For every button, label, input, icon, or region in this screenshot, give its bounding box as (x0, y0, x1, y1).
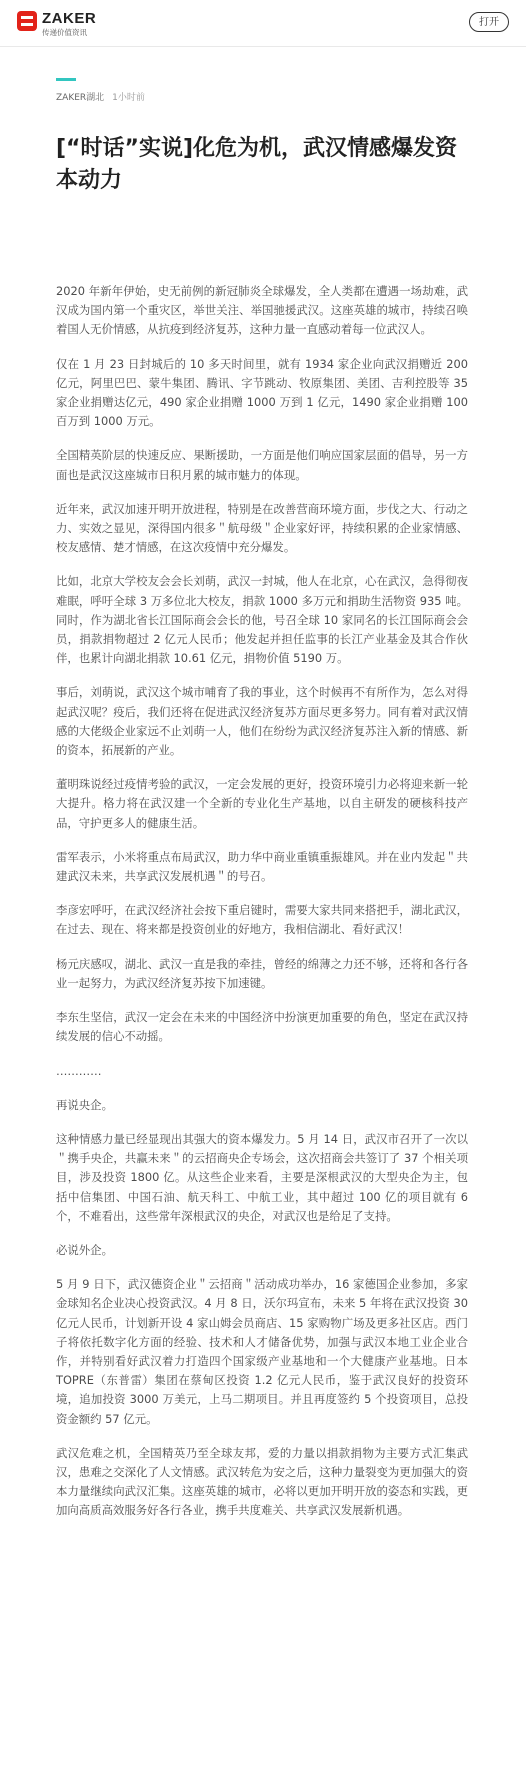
article-paragraph: 杨元庆感叹，湖北、武汉一直是我的牵挂，曾经的绵薄之力还不够，还将和各行各业一起努力，为武汉经济复苏按下加速键。 (56, 956, 468, 990)
article-paragraph: 比如，北京大学校友会会长刘萌，武汉一封城，他人在北京，心在武汉，急得彻夜难眠，呼吁全球 3 万多位北大校友，捐款 1000 多万元和捐助生活物资 935 吨。同时，作为湖北省长江国际商会会长的他，号召全球 10 家同名的长江国际商会会员，捐款捐物超过 2 亿元人民币；他发起并担任监事的长江产业基金及其合作伙伴，也累计向湖北捐款 10.61 亿元，捐物价值 5190 万。 (56, 574, 468, 666)
article-paragraph: 2020 年新年伊始，史无前例的新冠肺炎全球爆发，全人类都在遭遇一场劫难，武汉成为国内第一个重灾区，举世关注、举国驰援武汉。这座英雄的城市，持续召唤着国人无价情感，从抗疫到经济复苏，这种力量一直感动着每一位武汉人。 (56, 284, 468, 337)
article-body (56, 282, 468, 1536)
logo-tagline: 传递价值资讯 (42, 28, 87, 37)
article-paragraph: 这种情感力量已经显现出其强大的资本爆发力。5 月 14 日，武汉市召开了一次以＂携手央企，共赢未来＂的云招商央企专场会，这次招商会共签订了 37 个相关项目，涉及投资 1800 亿。从这些企业来看，主要是深根武汉的大型央企为主，包括中信集团、中国石油、航天科工、中航工业，其中超过 100 亿的项目就有 6 个，不难看出，这些常年深根武汉的央企，对武汉也是给足了支持。 (56, 1131, 468, 1223)
article-paragraph: 李彦宏呼吁，在武汉经济社会按下重启键时，需要大家共同来搭把手，湖北武汉，在过去、现在、将来都是投资创业的好地方，我相信湖北、看好武汉！ (56, 903, 468, 937)
article-paragraph: 近年来，武汉加速开明开放进程，特别是在改善营商环境方面，步伐之大、行动之力、实效之显见，深得国内很多＂航母级＂企业家好评，持续积累的企业家情感、校友感情、楚才情感，在这次疫情中充分爆发。 (56, 501, 468, 555)
article-paragraph: 武汉危难之机，全国精英乃至全球友邦，爱的力量以捐款捐物为主要方式汇集武汉，患难之交深化了人文情感。武汉转危为安之后，这种力量裂变为更加强大的资本力量继续向武汉汇集。这座英雄的城市，必将以更加开明开放的姿态和实践，更加向高质高效服务好各行各业，携手共度难关、共享武汉发展新机遇。 (56, 1445, 468, 1518)
top-bar (0, 0, 526, 47)
article-paragraph: 全国精英阶层的快速反应、果断援助，一方面是他们响应国家层面的倡导，另一方面也是武汉这座城市日积月累的城市魅力的体现。 (56, 448, 468, 482)
article-paragraph: 李东生坚信，武汉一定会在未来的中国经济中扮演更加重要的角色，坚定在武汉持续发展的信心不动摇。 (56, 1010, 468, 1044)
article-paragraph: 事后，刘萌说，武汉这个城市哺育了我的事业，这个时候再不有所作为，怎么对得起武汉呢？疫后，我们还将在促进武汉经济复苏方面尽更多努力。同有着对武汉情感的大佬级企业家远不止刘萌一人，他们在纷纷为武汉经济复苏注入新的情感、新的资本，拓展新的产业。 (56, 685, 468, 758)
article-meta (56, 90, 145, 103)
zaker-logo-icon (17, 11, 37, 31)
article-ellipsis: ………… (56, 1063, 102, 1078)
article-title: [“时话”实说]化危为机，武汉情感爆发资本动力 (56, 136, 458, 193)
article-paragraph: 必说外企。 (56, 1242, 113, 1257)
accent-line (56, 78, 76, 81)
open-app-button[interactable]: 打开 (469, 12, 509, 32)
article-paragraph: 雷军表示，小米将重点布局武汉，助力华中商业重镇重振雄风。并在业内发起＂共建武汉未来，共享武汉发展机遇＂的号召。 (56, 849, 468, 884)
article-paragraph: 再说央企。 (56, 1097, 113, 1112)
article-paragraph: 董明珠说经过疫情考验的武汉，一定会发展的更好，投资环境引力必将迎来新一轮大提升。格力将在武汉建一个全新的专业化生产基地，以自主研发的硬核科技产品，守护更多人的健康生活。 (56, 777, 468, 830)
article-source[interactable]: ZAKER湖北 (56, 93, 105, 103)
logo-name: ZAKER (42, 10, 97, 27)
article-paragraph: 仅在 1 月 23 日封城后的 10 多天时间里，就有 1934 家企业向武汉捐赠近 200 亿元，阿里巴巴、蒙牛集团、腾讯、字节跳动、牧原集团、美团、吉利控股等 35 家企业捐赠达亿元，490 家企业捐赠 1000 万到 1 亿元，1490 家企业捐赠 100 百万到 1000 万元。 (56, 356, 468, 429)
article-time: 1小时前 (112, 93, 145, 103)
article-paragraph: 5 月 9 日下，武汉德资企业＂云招商＂活动成功举办，16 家德国企业参加，多家金球知名企业决心投资武汉。4 月 8 日，沃尔玛宣布，未来 5 年将在武汉投资 30 亿元人民币，计划新开设 4 家山姆会员商店、15 家购物广场及更多社区店。西门子将依托数字化方面的经验、技术和人才储备优势，加强与武汉本地工业企业合作，并特别看好武汉着力打造四个国家级产业基地和一个大健康产业基地。日本 TOPRE（东普雷）集团在蔡甸区投资 1.2 亿元人民币，鉴于武汉良好的投资环境，追加投资 3000 万美元，上马二期项目。并且再度签约 5 个投资项目，总投资金额约 57 亿元。 (56, 1277, 468, 1426)
